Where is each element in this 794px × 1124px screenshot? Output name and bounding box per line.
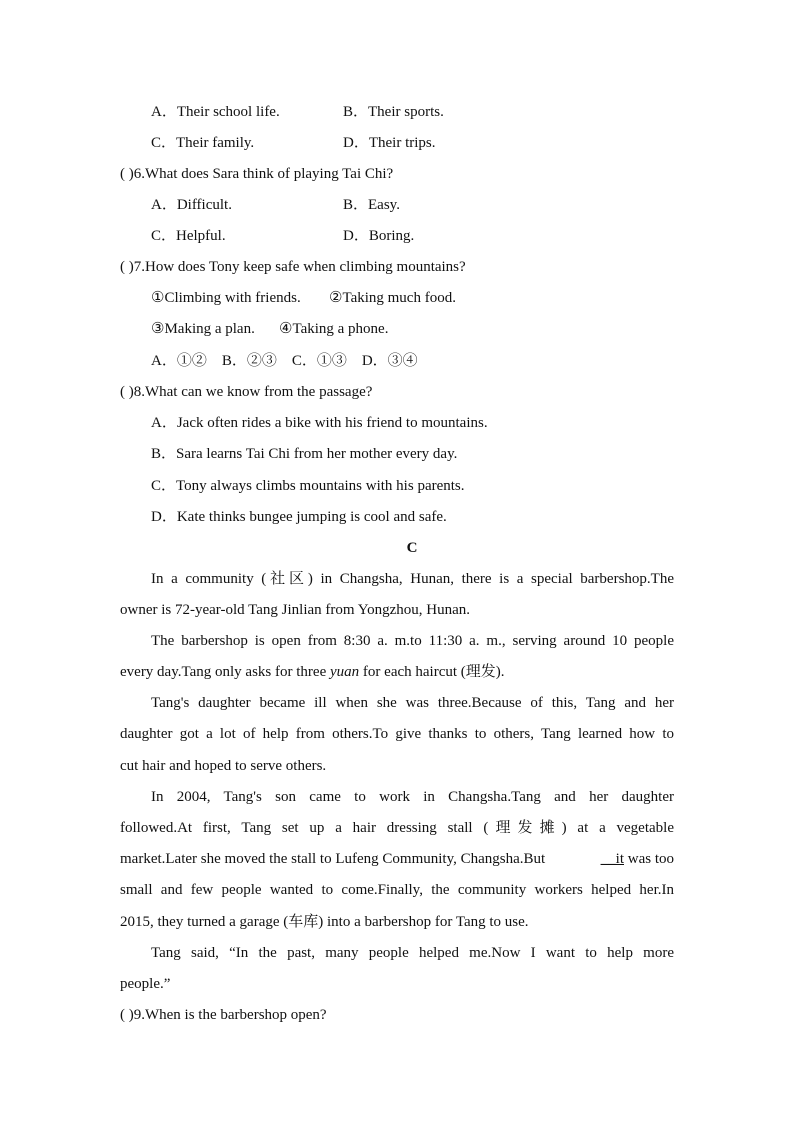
c-p2-line2-a: every day.Tang only asks for three: [120, 664, 330, 680]
q7-item-3: ③Making a plan.: [151, 321, 255, 337]
c-p2-line2-yuan: yuan: [330, 664, 360, 680]
section-c-title: C: [406, 540, 418, 556]
c-p3-line3: cut hair and hoped to serve others.: [120, 758, 327, 774]
q5-option-c: C．Their family.: [151, 135, 255, 151]
c-p2-line2: [120, 662, 505, 682]
c-p3-line2: daughter got a lot of help from others.To give thanks to others, Tang learned how to: [120, 726, 674, 742]
c-p4-line3-it: __it: [600, 851, 624, 867]
q8-stem: ( )8.What can we know from the passage?: [120, 384, 373, 400]
c-p1-line1: In a community (社区) in Changsha, Hunan, there is a special barbershop.The: [151, 571, 674, 587]
c-p2-line2-c: for each haircut (理发).: [359, 664, 505, 680]
q7-options: A．①② B．②③ C．①③ D．③④: [151, 353, 418, 369]
q8-option-b: B．Sara learns Tai Chi from her mother every day.: [151, 446, 458, 462]
q8-option-a: A．Jack often rides a bike with his friend to mountains.: [151, 415, 488, 431]
q7-item-1: ①Climbing with friends.: [151, 290, 301, 306]
c-p5-line2: people.”: [120, 976, 171, 992]
q8-option-d: D．Kate thinks bungee jumping is cool and safe.: [151, 509, 447, 525]
c-p4-line3-a: market.Later she moved the stall to Lufeng Community, Changsha.But: [120, 851, 546, 867]
c-p4-line3: [120, 849, 674, 869]
c-p2-line1: The barbershop is open from 8:30 a. m.to 11:30 a. m., serving around 10 people: [151, 633, 674, 649]
c-p4-line2: followed.At first, Tang set up a hair dressing stall (理发摊) at a vegetable: [120, 820, 674, 836]
q7-item-2: ②Taking much food.: [329, 290, 456, 306]
q6-stem: ( )6.What does Sara think of playing Tai Chi?: [120, 166, 394, 182]
c-p5-line1: Tang said, “In the past, many people helped me.Now I want to help more: [151, 945, 674, 961]
q5-option-d: D．Their trips.: [343, 135, 436, 151]
q6-option-a: A．Difficult.: [151, 197, 232, 213]
c-p4-line1: In 2004, Tang's son came to work in Changsha.Tang and her daughter: [151, 789, 674, 805]
c-p1-line2: owner is 72-year-old Tang Jinlian from Yongzhou, Hunan.: [120, 602, 470, 618]
q7-item-4: ④Taking a phone.: [279, 321, 389, 337]
q6-option-d: D．Boring.: [343, 228, 415, 244]
c-p3-line1: Tang's daughter became ill when she was three.Because of this, Tang and her: [151, 695, 674, 711]
c-p4-line5: 2015, they turned a garage (车库) into a barbershop for Tang to use.: [120, 914, 529, 930]
c-p4-line3-c: was too: [624, 851, 674, 867]
q7-stem: ( )7.How does Tony keep safe when climbing mountains?: [120, 259, 466, 275]
q5-option-b: B．Their sports.: [343, 104, 444, 120]
q5-option-a: A．Their school life.: [151, 104, 280, 120]
q6-option-c: C．Helpful.: [151, 228, 226, 244]
q8-option-c: C．Tony always climbs mountains with his parents.: [151, 478, 465, 494]
q9-stem: ( )9.When is the barbershop open?: [120, 1007, 327, 1023]
c-p4-line4: small and few people wanted to come.Finally, the community workers helped her.In: [120, 882, 674, 898]
q6-option-b: B．Easy.: [343, 197, 400, 213]
